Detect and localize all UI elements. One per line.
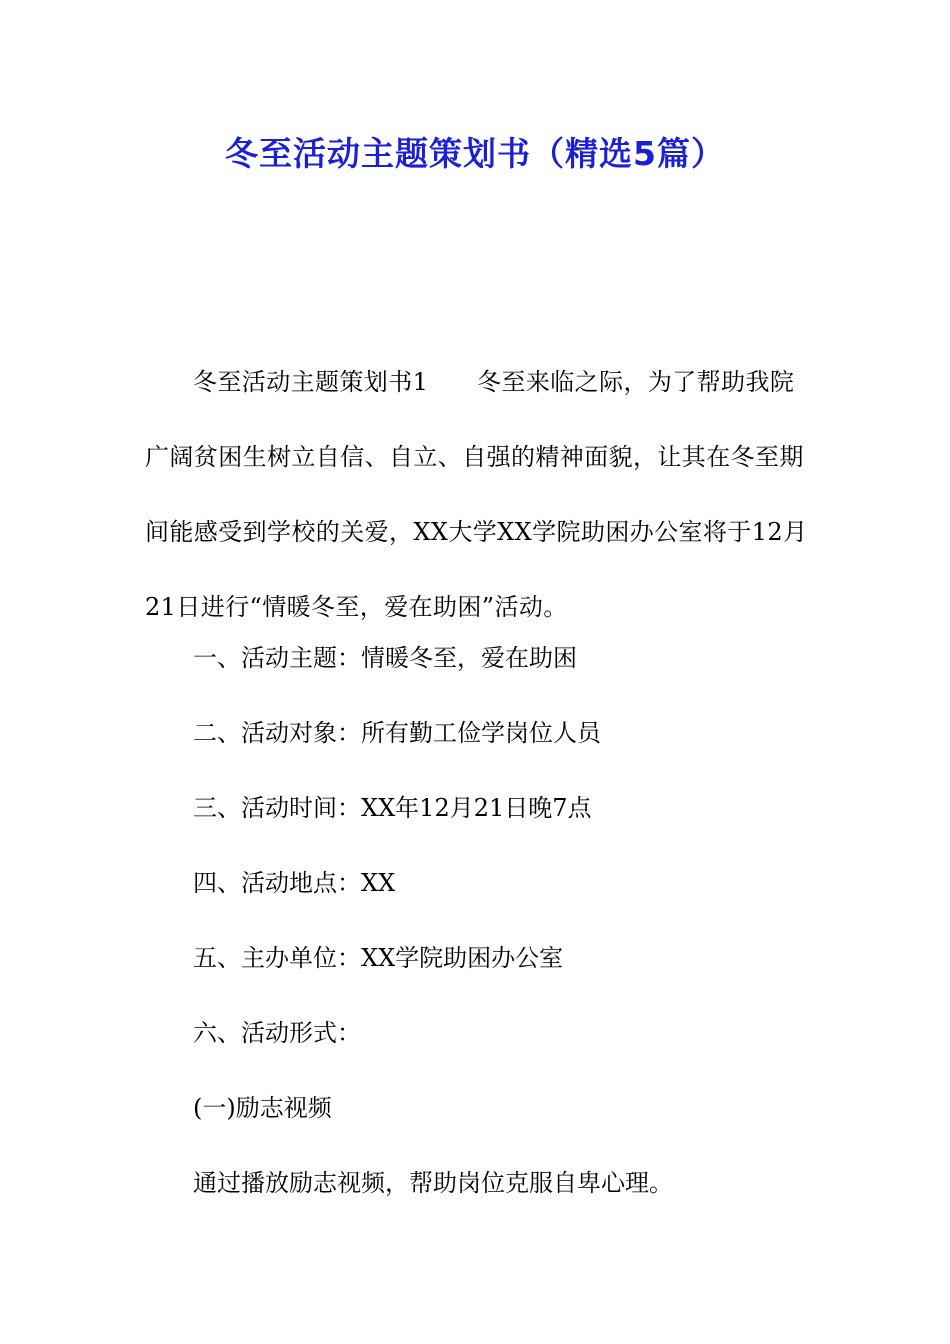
- intro-paragraph: 冬至活动主题策划书1 冬至来临之际，为了帮助我院广阔贫困生树立自信、自立、自强的精神面貌，让其在冬至期间能感受到学校的关爱，XX大学XX学院助困办公室将于12月21日进行“情暖冬至，爱在助困”活动。: [145, 368, 808, 621]
- subitem-video: (一)励志视频: [193, 1094, 332, 1122]
- item-activity-time: 三、活动时间：XX年12月21日晚7点: [193, 794, 592, 822]
- item-activity-target: 二、活动对象：所有勤工俭学岗位人员: [193, 719, 601, 747]
- item-organizer: 五、主办单位：XX学院助困办公室: [193, 944, 564, 972]
- document-title: 冬至活动主题策划书（精选5篇）: [225, 134, 725, 173]
- item-activity-form: 六、活动形式：: [193, 1019, 361, 1047]
- item-activity-location: 四、活动地点：XX: [193, 869, 396, 897]
- subitem-video-description: 通过播放励志视频，帮助岗位克服自卑心理。: [193, 1169, 673, 1197]
- item-activity-theme: 一、活动主题：情暖冬至，爱在助困: [193, 644, 577, 672]
